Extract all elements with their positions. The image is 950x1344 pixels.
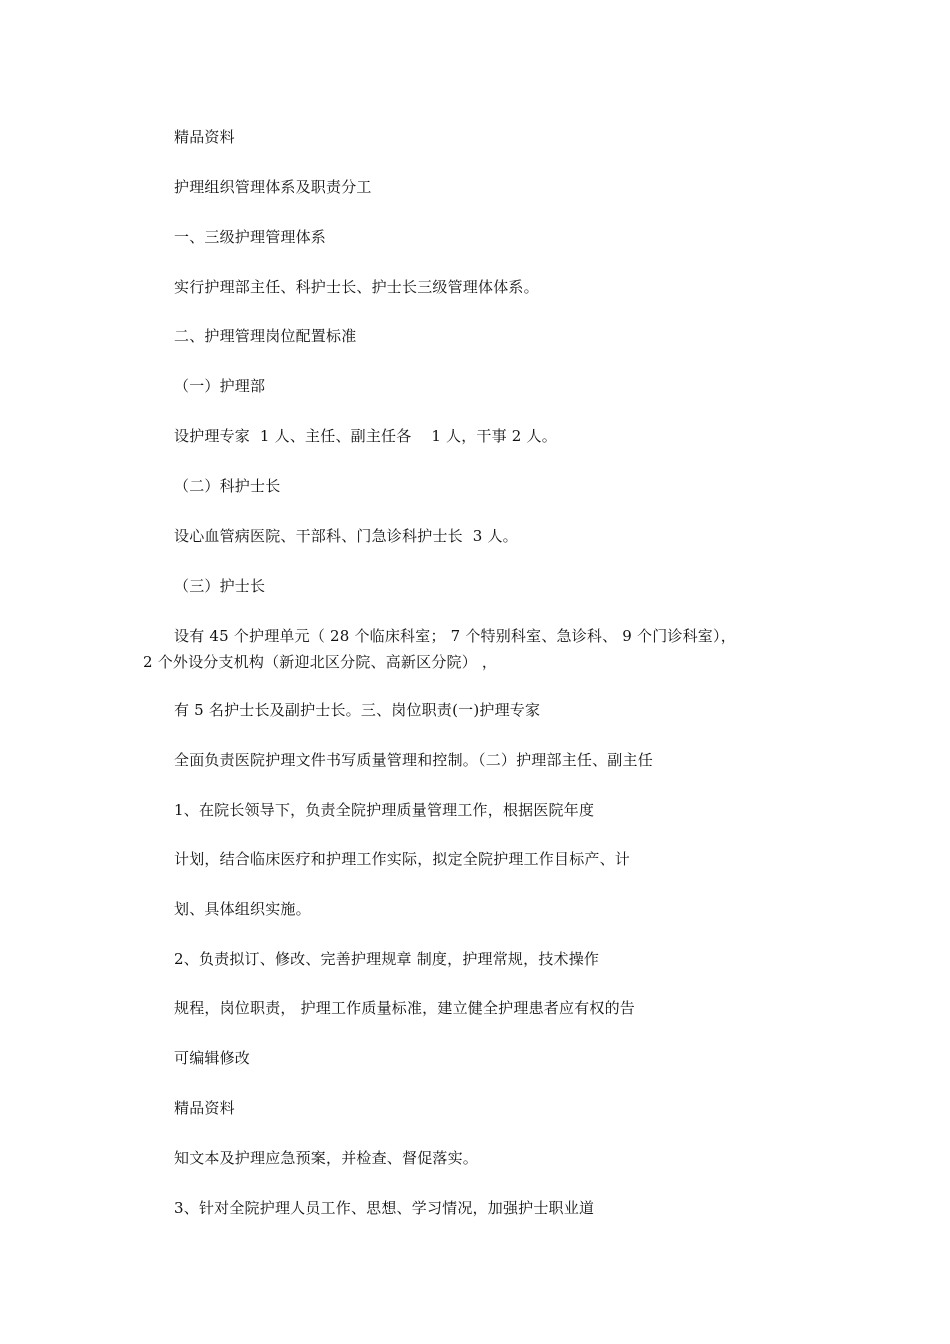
paragraph-line: 知文本及护理应急预案，并检查、督促落实。 xyxy=(174,1149,479,1167)
paragraph-line: 1、在院长领导下，负责全院护理质量管理工作，根据医院年度 xyxy=(174,801,595,819)
paragraph-line: 设心血管病医院、干部科、门急诊科护士长 3 人。 xyxy=(174,527,518,545)
page-footer-label: 可编辑修改 xyxy=(174,1049,251,1067)
paragraph-line: 2、负责拟订、修改、完善护理规章 制度，护理常规，技术操作 xyxy=(174,950,600,968)
page-header-label: 精品资料 xyxy=(174,1099,235,1117)
paragraph-line: 有 5 名护士长及副护士长。三、岗位职责(一)护理专家 xyxy=(174,701,541,719)
section-heading: 一、三级护理管理体系 xyxy=(174,228,327,246)
paragraph-line: 设护理专家 1 人、主任、副主任各 1 人，干事 2 人。 xyxy=(174,427,557,445)
paragraph-line: 划、具体组织实施。 xyxy=(174,900,311,918)
section-heading: 二、护理管理岗位配置标准 xyxy=(174,327,357,345)
paragraph-line: 2 个外设分支机构（新迎北区分院、高新区分院） ， xyxy=(143,653,498,671)
paragraph-line: 规程，岗位职责， 护理工作质量标准，建立健全护理患者应有权的告 xyxy=(174,999,635,1017)
page-header-label: 精品资料 xyxy=(174,128,235,146)
paragraph-line: 全面负责医院护理文件书写质量管理和控制。（二）护理部主任、副主任 xyxy=(174,751,653,769)
paragraph-line: 3、针对全院护理人员工作、思想、学习情况，加强护士职业道 xyxy=(174,1199,595,1217)
paragraph-line: 计划，结合临床医疗和护理工作实际，拟定全院护理工作目标产、计 xyxy=(174,850,631,868)
document-title: 护理组织管理体系及职责分工 xyxy=(174,178,372,196)
paragraph-line: 实行护理部主任、科护士长、护士长三级管理体体系。 xyxy=(174,278,539,296)
subsection-heading: （三）护士长 xyxy=(174,577,266,595)
subsection-heading: （二）科护士长 xyxy=(174,477,281,495)
paragraph-line: 设有 45 个护理单元（ 28 个临床科室； 7 个特别科室、急诊科、 9 个门诊科室）， xyxy=(174,627,736,645)
subsection-heading: （一）护理部 xyxy=(174,377,266,395)
